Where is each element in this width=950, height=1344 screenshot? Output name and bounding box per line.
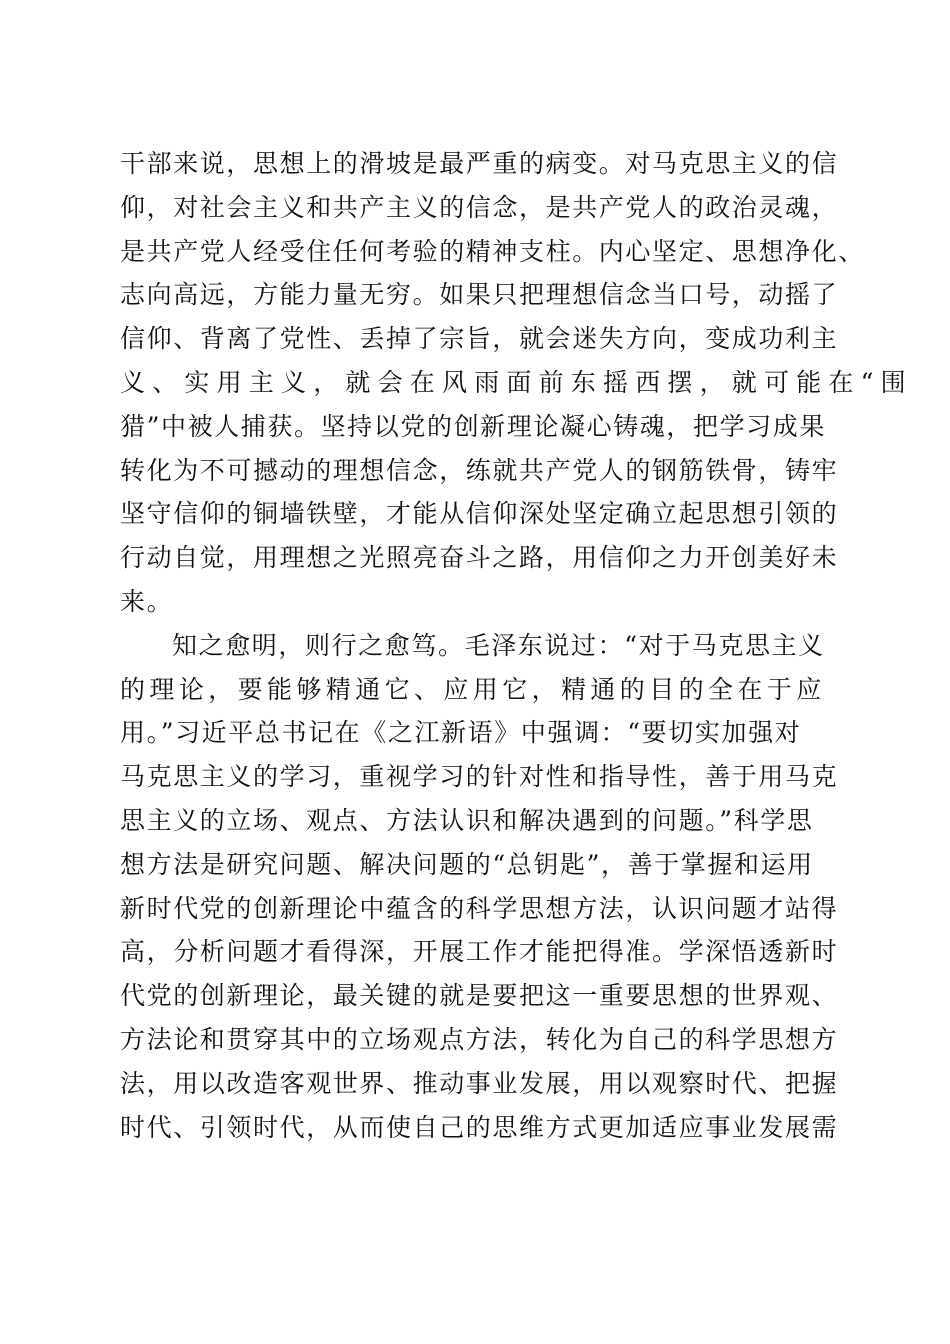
paragraph-2-line-5: 思主义的立场、观点、方法认识和解决遇到的问题。”科学思 [120,805,814,835]
paragraph-2-line-7: 新时代党的创新理论中蕴含的科学思想方法，认识问题才站得 [120,893,839,923]
paragraph-1-line-10: 行动自觉，用理想之光照亮奋斗之路，用信仰之力开创美好未 [120,543,839,573]
paragraph-2-line-10: 方法论和贯穿其中的立场观点方法，转化为自己的科学思想方 [120,1024,839,1054]
paragraph-2-line-8: 高，分析问题才看得深，开展工作才能把得准。学深悟透新时 [120,937,839,967]
paragraph-2-line-3: 用。”习近平总书记在《之江新语》中强调：“要切实加强对 [120,718,802,748]
paragraph-2-line-6: 想方法是研究问题、解决问题的“总钥匙”，善于掌握和运用 [120,849,814,879]
paragraph-1-line-11: 来。 [120,586,174,616]
paragraph-1-line-9: 坚守信仰的铜墙铁壁，才能从信仰深处坚定确立起思想引领的 [120,499,839,529]
paragraph-1-line-1: 干部来说，思想上的滑坡是最严重的病变。对马克思主义的信 [120,149,839,178]
paragraph-1-line-5: 信仰、背离了党性、丢掉了宗旨，就会迷失方向，变成功利主 [120,324,839,354]
paragraph-1-line-3: 是共产党人经受住任何考验的精神支柱。内心坚定、思想净化、 [120,236,865,266]
paragraph-1-line-8: 转化为不可撼动的理想信念，练就共产党人的钢筋铁骨，铸牢 [120,455,839,485]
paragraph-1-line-2: 仰，对社会主义和共产主义的信念，是共产党人的政治灵魂， [120,192,839,222]
paragraph-2-line-4: 马克思主义的学习，重视学习的针对性和指导性，善于用马克 [120,762,839,792]
paragraph-1-line-4: 志向高远，方能力量无穷。如果只把理想信念当口号，动摇了 [120,280,839,310]
paragraph-1-line-6: 义、实用主义，就会在风雨面前东摇西摆，就可能在“围 [120,367,913,397]
paragraph-2-line-1: 知之愈明，则行之愈笃。毛泽东说过：“对于马克思主义 [172,630,825,660]
body-text [120,142,913,1149]
paragraph-2-line-12: 时代、引领时代，从而使自己的思维方式更加适应事业发展需 [120,1112,839,1142]
paragraph-2-line-11: 法，用以改造客观世界、推动事业发展，用以观察时代、把握 [120,1068,839,1098]
paragraph-2-line-2: 的理论，要能够精通它、应用它，精通的目的全在于应 [120,674,826,704]
paragraph-2-line-9: 代党的创新理论，最关键的就是要把这一重要思想的世界观、 [120,981,839,1011]
paragraph-1-line-7: 猎”中被人捕获。坚持以党的创新理论凝心铸魂，把学习成果 [120,411,826,441]
